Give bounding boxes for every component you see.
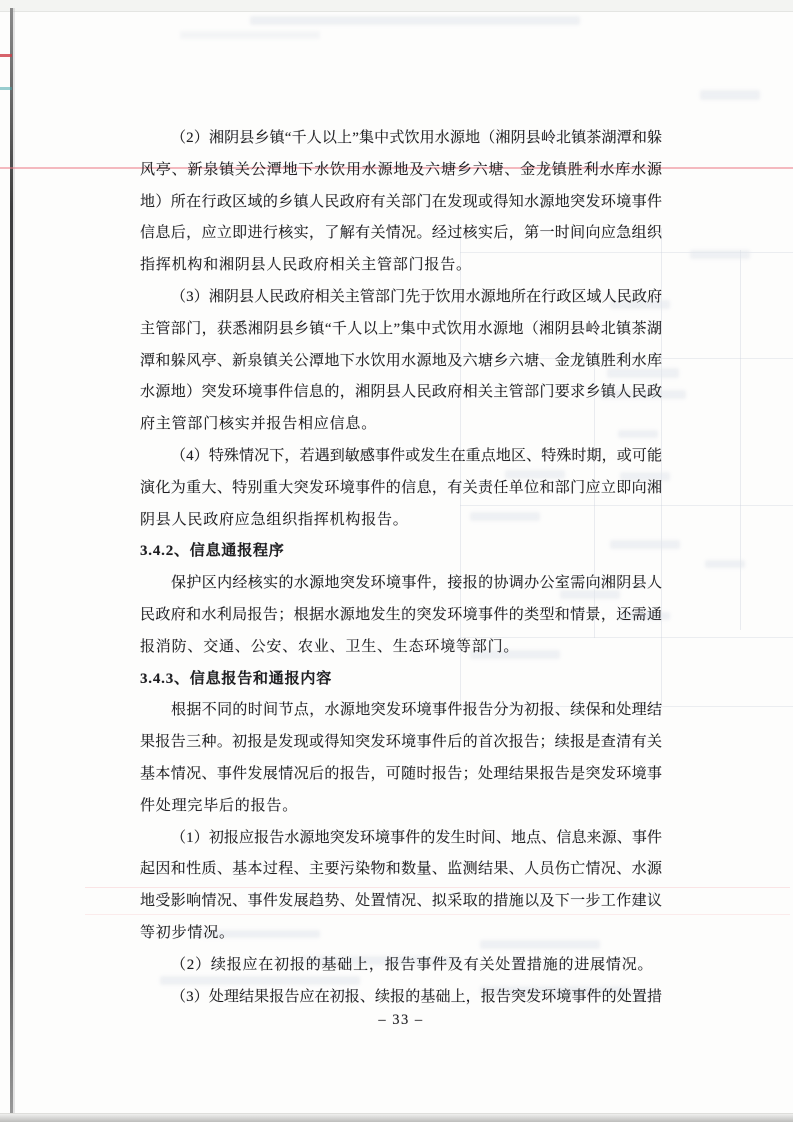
text-line: （2）续报应在初报的基础上，报告事件及有关处置措施的进展情况。: [171, 956, 654, 973]
section-heading-3-4-3: [140, 664, 662, 696]
text-line: 阴县人民政府应急组织指挥机构报告。: [140, 511, 409, 528]
paragraph: [140, 950, 662, 982]
text-line: 民政府和水利局报告；根据水源地发生的突发环境事件的类型和情景，还需通: [140, 606, 662, 623]
bleed-through-smudge: [690, 250, 750, 259]
heading-text: 3.4.3、信息报告和通报内容: [140, 670, 333, 687]
text-line: 根据不同的时间节点，水源地突发环境事件报告分为初报、续保和处理结: [171, 702, 662, 719]
text-line: 府主管部门核实并报告相应信息。: [140, 416, 378, 433]
paragraph: [140, 282, 662, 441]
text-line: 潭和躲风亭、新泉镇关公潭地下水饮用水源地及六塘乡六塘、金龙镇胜利水库: [140, 352, 662, 369]
text-line: （1）初报应报告水源地突发环境事件的发生时间、地点、信息来源、事件: [171, 829, 662, 846]
paragraph: [140, 695, 662, 822]
text-line: （3）湘阴县人民政府相关主管部门先于饮用水源地所在行政区域人民政府: [171, 288, 662, 305]
scan-page-edge-soft: [13, 8, 15, 1116]
paragraph: [140, 823, 662, 950]
bleed-through-smudge: [700, 90, 760, 100]
document-text-block: [140, 123, 662, 1013]
text-line: 果报告三种。初报是发现或得知突发环境事件后的首次报告；续报是查清有关: [140, 734, 662, 751]
text-line: 指挥机构和湘阴县人民政府相关主管部门报告。: [140, 257, 472, 274]
heading-text: 3.4.2、信息通报程序: [140, 543, 285, 560]
text-line: 基本情况、事件发展情况后的报告，可随时报告；处理结果报告是突发环境事: [140, 765, 662, 782]
text-line: （2）湘阴县乡镇“千人以上”集中式饮用水源地（湘阴县岭北镇茶湖潭和躲: [171, 130, 662, 146]
scan-red-mark: [0, 54, 12, 57]
page-number: – 33 –: [378, 1012, 424, 1028]
paragraph: [140, 568, 662, 663]
text-line: 件处理完毕后的报告。: [140, 797, 299, 814]
text-line: 风亭、新泉镇关公潭地下水饮用水源地及六塘乡六塘、金龙镇胜利水库水源: [140, 161, 662, 178]
section-heading-3-4-2: [140, 536, 662, 568]
scan-bottom-band: [0, 1113, 793, 1122]
bleed-through-table-line: [740, 250, 741, 630]
paragraph: [140, 441, 662, 536]
text-line: 信息后，应立即进行核实，了解有关情况。经过核实后，第一时间向应急组织: [140, 225, 662, 242]
scan-cyan-mark: [0, 87, 12, 90]
text-line: 演化为重大、特别重大突发环境事件的信息，有关责任单位和部门应立即向湘: [140, 479, 662, 496]
text-line: 等初步情况。: [140, 924, 235, 941]
text-line: 保护区内经核实的水源地突发环境事件，接报的协调办公室需向湘阴县人: [171, 575, 662, 592]
text-line: 地受影响情况、事件发展趋势、处置情况、拟采取的措施以及下一步工作建议: [140, 893, 662, 910]
paragraph: [140, 123, 662, 282]
text-line: 起因和性质、基本过程、主要污染物和数量、监测结果、人员伤亡情况、水源: [140, 861, 662, 878]
bleed-through-smudge: [705, 560, 745, 568]
text-line: 主管部门，获悉湘阴县乡镇“千人以上”集中式饮用水源地（湘阴县岭北镇茶湖: [140, 320, 662, 337]
scan-top-band: [0, 0, 793, 12]
text-line: （3）处理结果报告应在初报、续报的基础上，报告突发环境事件的处置措: [171, 988, 662, 1005]
bleed-through-smudge: [250, 16, 580, 25]
text-line: （4）特殊情况下，若遇到敏感事件或发生在重点地区、特殊时期，或可能: [171, 447, 662, 464]
bleed-through-smudge: [180, 31, 320, 39]
text-line: 地）所在行政区域的乡镇人民政府有关部门在发现或得知水源地突发环境事件: [140, 193, 662, 210]
text-line: 报消防、交通、公安、农业、卫生、生态环境等部门。: [140, 638, 520, 655]
text-line: 水源地）突发环境事件信息的，湘阴县人民政府相关主管部门要求乡镇人民政: [140, 384, 662, 401]
